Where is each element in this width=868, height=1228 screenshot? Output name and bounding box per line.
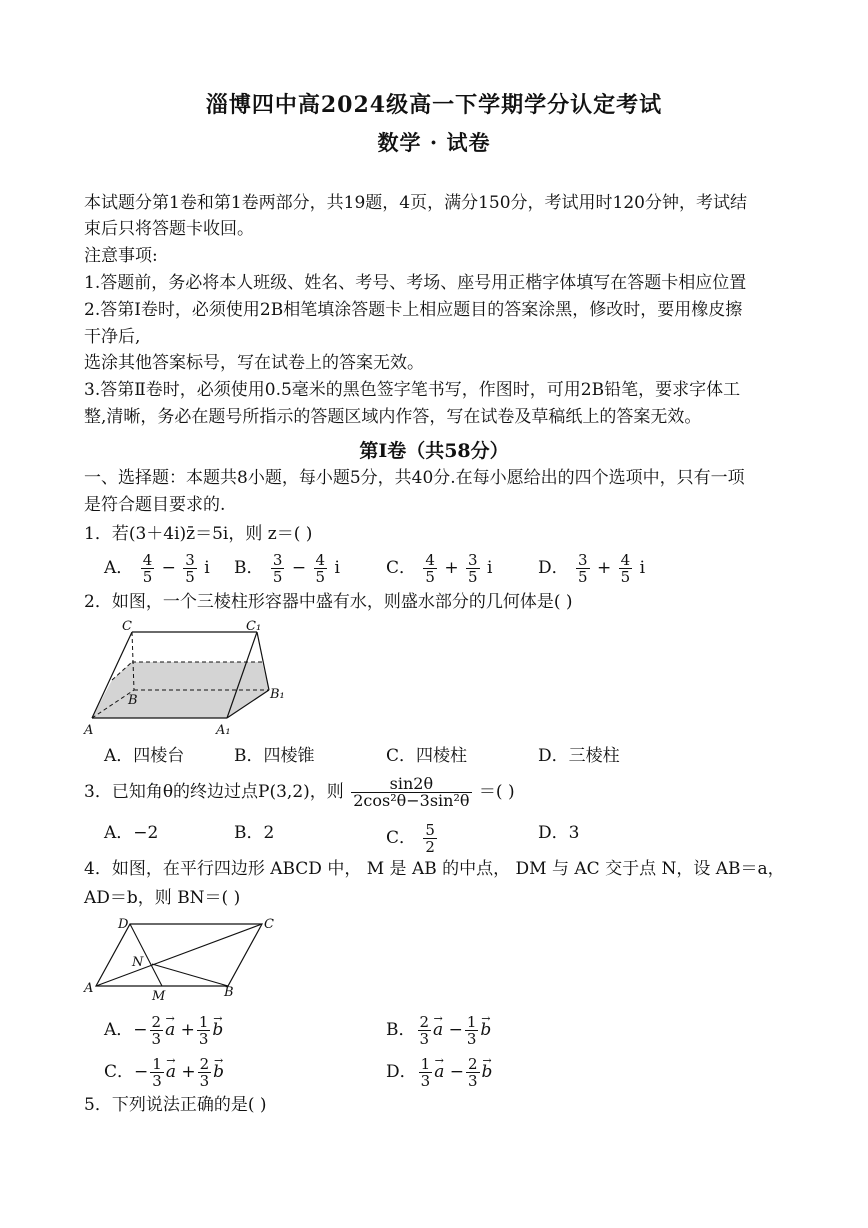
q3-option-b: B．2 — [234, 823, 275, 843]
q1-option-d-label: D． — [538, 558, 569, 578]
q4-option-a: A．− $\frac{2}{3}$ → a + $\frac{1}{3}$ → b — [104, 1014, 223, 1047]
label-b: B — [224, 985, 234, 1000]
fraction: $\frac{3}{5}$ — [272, 551, 283, 586]
label-a: A — [84, 981, 94, 996]
q3-option-c: C． $\frac{5}{2}$ — [386, 821, 435, 856]
notice-item-2b: 干净后, — [84, 327, 141, 347]
fraction: $\frac{5}{2}$ — [425, 821, 435, 856]
q2-option-c: C．四棱柱 — [386, 746, 468, 766]
q4-option-d: D． $\frac{1}{3}$ → a − $\frac{2}{3}$ → b — [386, 1056, 492, 1089]
question-1-stem: 1．若(3＋4i)z̄＝5i，则 z＝( ) — [84, 524, 313, 544]
q4-option-b: B． $\frac{2}{3}$ → a − $\frac{1}{3}$ → b — [386, 1014, 491, 1047]
fraction: $\frac{3}{5}$ — [468, 551, 478, 586]
diagonal-ac — [96, 924, 262, 986]
label-m: M — [152, 989, 166, 1004]
label-c: C — [122, 619, 132, 634]
q1-option-b-label: B． — [234, 558, 264, 578]
notice-item-2c: 选涂其他答案标号，写在试卷上的答案无效。 — [84, 353, 424, 373]
fraction: $\frac{3}{5}$ — [578, 551, 588, 586]
notice-title: 注意事项: — [84, 246, 158, 266]
fraction: $\frac{1}{3}$ — [420, 1055, 431, 1090]
q1-option-d: D． $\frac{3}{5}$ + $\frac{4}{5}$ i — [538, 551, 646, 586]
fraction: $\frac{3}{5}$ — [185, 551, 195, 586]
section-intro-2: 是符合题目要求的. — [84, 495, 226, 515]
question-4-stem-1: 4．如图，在平行四边形 ABCD 中， M 是 AB 的中点， DM 与 AC 交于点 N，设 AB＝a， — [84, 859, 785, 879]
label-a1: A₁ — [216, 723, 231, 738]
fraction: $\frac{4}{5}$ — [315, 551, 326, 586]
segment-bn — [152, 964, 228, 986]
prism-figure — [82, 618, 292, 740]
question-5-stem: 5．下列说法正确的是( ) — [84, 1095, 267, 1115]
fraction: $\frac{1}{3}$ — [198, 1013, 209, 1048]
q1-option-c: C． $\frac{4}{5}$ + $\frac{3}{5}$ i — [386, 551, 493, 586]
label-c1: C₁ — [246, 619, 262, 634]
q1-option-c-label: C． — [386, 558, 417, 578]
fraction: $\frac{1}{3}$ — [152, 1055, 162, 1090]
q2-option-a: A．四棱台 — [104, 746, 185, 766]
label-c: C — [264, 917, 274, 932]
fraction: $\frac{1}{3}$ — [466, 1013, 477, 1048]
section-title: 第Ⅰ卷（共58分） — [359, 440, 509, 462]
section-intro-1: 一、选择题：本题共8小题，每小题5分，共40分.在每小愿给出的四个选项中，只有一项 — [84, 468, 745, 488]
q3-option-a: A．−2 — [104, 823, 159, 843]
parallelogram-figure — [82, 912, 282, 1004]
q2-option-d: D．三棱柱 — [538, 746, 620, 766]
q1-option-a: A． $\frac{4}{5}$ − $\frac{3}{5}$ i — [104, 551, 210, 586]
notice-item-2a: 2.答第Ⅰ卷时，必须使用2B相笔填涂答题卡上相应题目的答案涂黑，修改时，要用橡皮擦 — [84, 300, 743, 320]
fraction: $\frac{2}{3}$ — [419, 1013, 430, 1048]
label-n: N — [132, 955, 144, 970]
label-b: B — [128, 693, 138, 708]
fraction: $\frac{4}{5}$ — [425, 551, 435, 586]
question-2-stem: 2．如图，一个三棱柱形容器中盛有水，则盛水部分的几何体是( ) — [84, 592, 573, 612]
fraction: $\frac{4}{5}$ — [620, 551, 631, 586]
exam-subtitle: 数学 · 试卷 — [377, 130, 491, 155]
q1-option-b: B． $\frac{3}{5}$ − $\frac{4}{5}$ i — [234, 551, 340, 586]
label-b1: B₁ — [270, 687, 285, 702]
notice-item-3a: 3.答第Ⅱ卷时，必须使用0.5毫米的黑色签字笔书写，作图时，可用2B铅笔，要求字体工 — [84, 380, 741, 400]
question-3-stem: 3．已知角θ的终边过点P(3,2)，则 $\frac{\sin 2\theta}{\text{2cos²θ−3sin²θ}}$ ＝( ) — [84, 774, 515, 810]
fraction: $\frac{2}{3}$ — [467, 1055, 478, 1090]
label-d: D — [118, 917, 129, 932]
q2-option-b: B．四棱锥 — [234, 746, 315, 766]
instruction-line-2: 束后只将答题卡收回。 — [84, 219, 254, 239]
q1-option-a-label: A． — [104, 558, 134, 578]
notice-item-3b: 整,清晰，务必在题号所指示的答题区域内作答，写在试卷及草稿纸上的答案无效。 — [84, 407, 702, 427]
exam-title: 淄博四中高2024级高一下学期学分认定考试 — [205, 92, 663, 118]
instruction-line-1: 本试题分第1卷和第1卷两部分，共19题，4页，满分150分，考试用时120分钟，考试结 — [84, 193, 747, 213]
fraction: $\frac{4}{5}$ — [142, 551, 153, 586]
fraction: $\frac{2}{3}$ — [199, 1055, 210, 1090]
q3-option-d: D．3 — [538, 823, 580, 843]
q4-option-c: C．− $\frac{1}{3}$ → a + $\frac{2}{3}$ → b — [104, 1056, 224, 1089]
notice-item-1: 1.答题前，务必将本人班级、姓名、考号、考场、座号用正楷字体填写在答题卡相应位置 — [84, 273, 747, 293]
fraction: $\frac{2}{3}$ — [151, 1013, 162, 1048]
q3-fraction: $\frac{\sin 2\theta}{\text{2cos²θ−3sin²θ}}$ — [353, 774, 470, 810]
label-a: A — [84, 723, 94, 738]
question-4-stem-2: AD＝b，则 BN＝( ) — [84, 888, 241, 908]
